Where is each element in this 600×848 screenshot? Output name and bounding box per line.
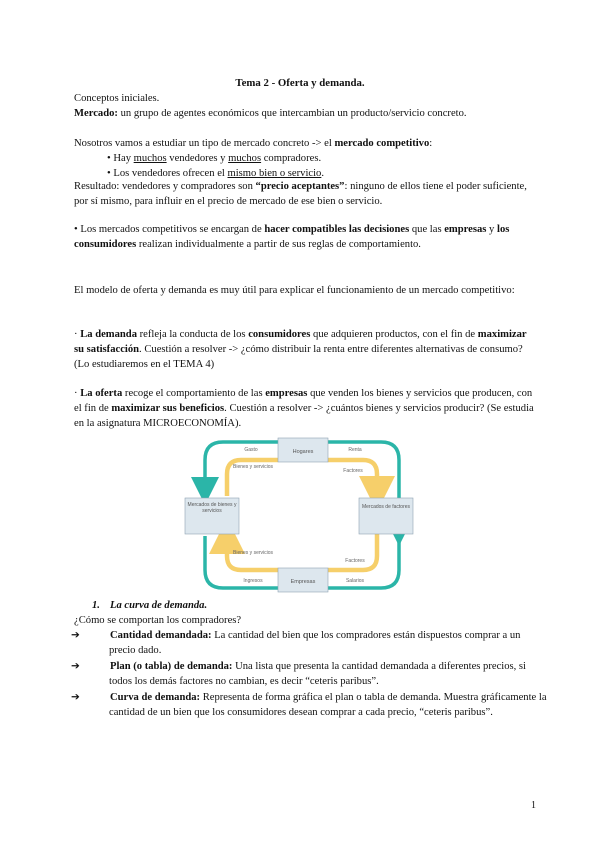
flow-label-ingresos: Ingresos: [243, 578, 263, 584]
competitive-market-intro: Nosotros vamos a estudiar un tipo de mercado concreto -> el mercado competitivo:: [74, 138, 433, 149]
resultado-paragraph: Resultado: vendedores y compradores son “precio aceptantes”: ninguno de ellos tiene el poder suficiente, por sí mismo, para influir en el precio de mercado de ese bien o servicio.: [74, 181, 527, 207]
firms-label: Empresas: [290, 579, 316, 585]
demand-paragraph: · La demanda refleja la conducta de los consumidores que adquieren productos, con el fin de maximizar su satisfacción. Cuestión a resolver -> ¿cómo distribuir la renta entre diferentes alternativas de consumo? (Lo estudiaremos en el TEMA 4): [74, 329, 527, 370]
arrow-icon: ➔: [71, 661, 80, 672]
page-title: Tema 2 - Oferta y demanda.: [235, 77, 365, 89]
supply-paragraph: · La oferta recoge el comportamiento de las empresas que venden los bienes y servicios que producen, con el fin de maximizar sus beneficios. Cuestión a resolver -> ¿cuántos bienes y servicios producir? (Se estudia en la asignatura MICROECONOMÍA).: [74, 388, 534, 429]
list-item-plan-demanda: ➔ Plan (o tabla) de demanda: Una lista que presenta la cantidad demandada a diferentes precios, si todos los demás factores no cambian, es decir “ceteris paribus”.: [71, 661, 527, 687]
flow-label-factores-bottom: Factores: [345, 558, 365, 564]
mercado-label: Mercado:: [74, 108, 118, 119]
flow-label-renta: Renta: [348, 447, 362, 453]
mercado-definition: Mercado: un grupo de agentes económicos que intercambian un producto/servicio concreto.: [74, 108, 467, 119]
section-1-question: ¿Cómo se comportan los compradores?: [74, 615, 242, 626]
arrow-icon: ➔: [71, 692, 80, 703]
arrow-icon: ➔: [71, 630, 80, 641]
flow-label-salarios: Salarios: [345, 578, 365, 584]
flow-label-bienes-bottom: Bienes y servicios: [233, 550, 273, 556]
page-number: 1: [531, 800, 536, 811]
bullet-many-sellers: • Hay muchos vendedores y muchos compradores.: [107, 153, 322, 164]
list-item-curva-demanda: ➔ Curva de demanda: Representa de forma gráfica el plan o tabla de demanda. Muestra gráficamente la cantidad de un bien que los consumidores desean comprar a cada precio, “ceteris paribus”.: [71, 692, 547, 718]
bullet-same-good: • Los vendedores ofrecen el mismo bien o servicio.: [107, 168, 324, 179]
factor-market-label: Mercados de factores: [361, 504, 411, 510]
goods-market-label: Mercados de bienes y servicios: [187, 502, 237, 514]
section-1-heading: 1. La curva de demanda.: [92, 600, 208, 611]
model-paragraph: El modelo de oferta y demanda es muy útil para explicar el funcionamiento de un mercado competitivo:: [74, 285, 515, 296]
households-label: Hogares: [292, 449, 314, 455]
flow-label-gasto: Gasto: [244, 447, 258, 453]
flow-label-factores-top: Factores: [343, 468, 363, 474]
list-item-cantidad-demandada: ➔ Cantidad demandada: La cantidad del bien que los compradores están dispuestos comprar a un precio dado.: [71, 630, 521, 656]
flow-label-bienes-top: Bienes y servicios: [233, 464, 273, 470]
compatible-decisions-paragraph: • Los mercados competitivos se encargan de hacer compatibles las decisiones que las empresas y los consumidores realizan individualmente a partir de sus reglas de comportamiento.: [74, 224, 510, 250]
intro-heading: Conceptos iniciales.: [74, 93, 160, 104]
circular-flow-diagram: [183, 436, 423, 594]
